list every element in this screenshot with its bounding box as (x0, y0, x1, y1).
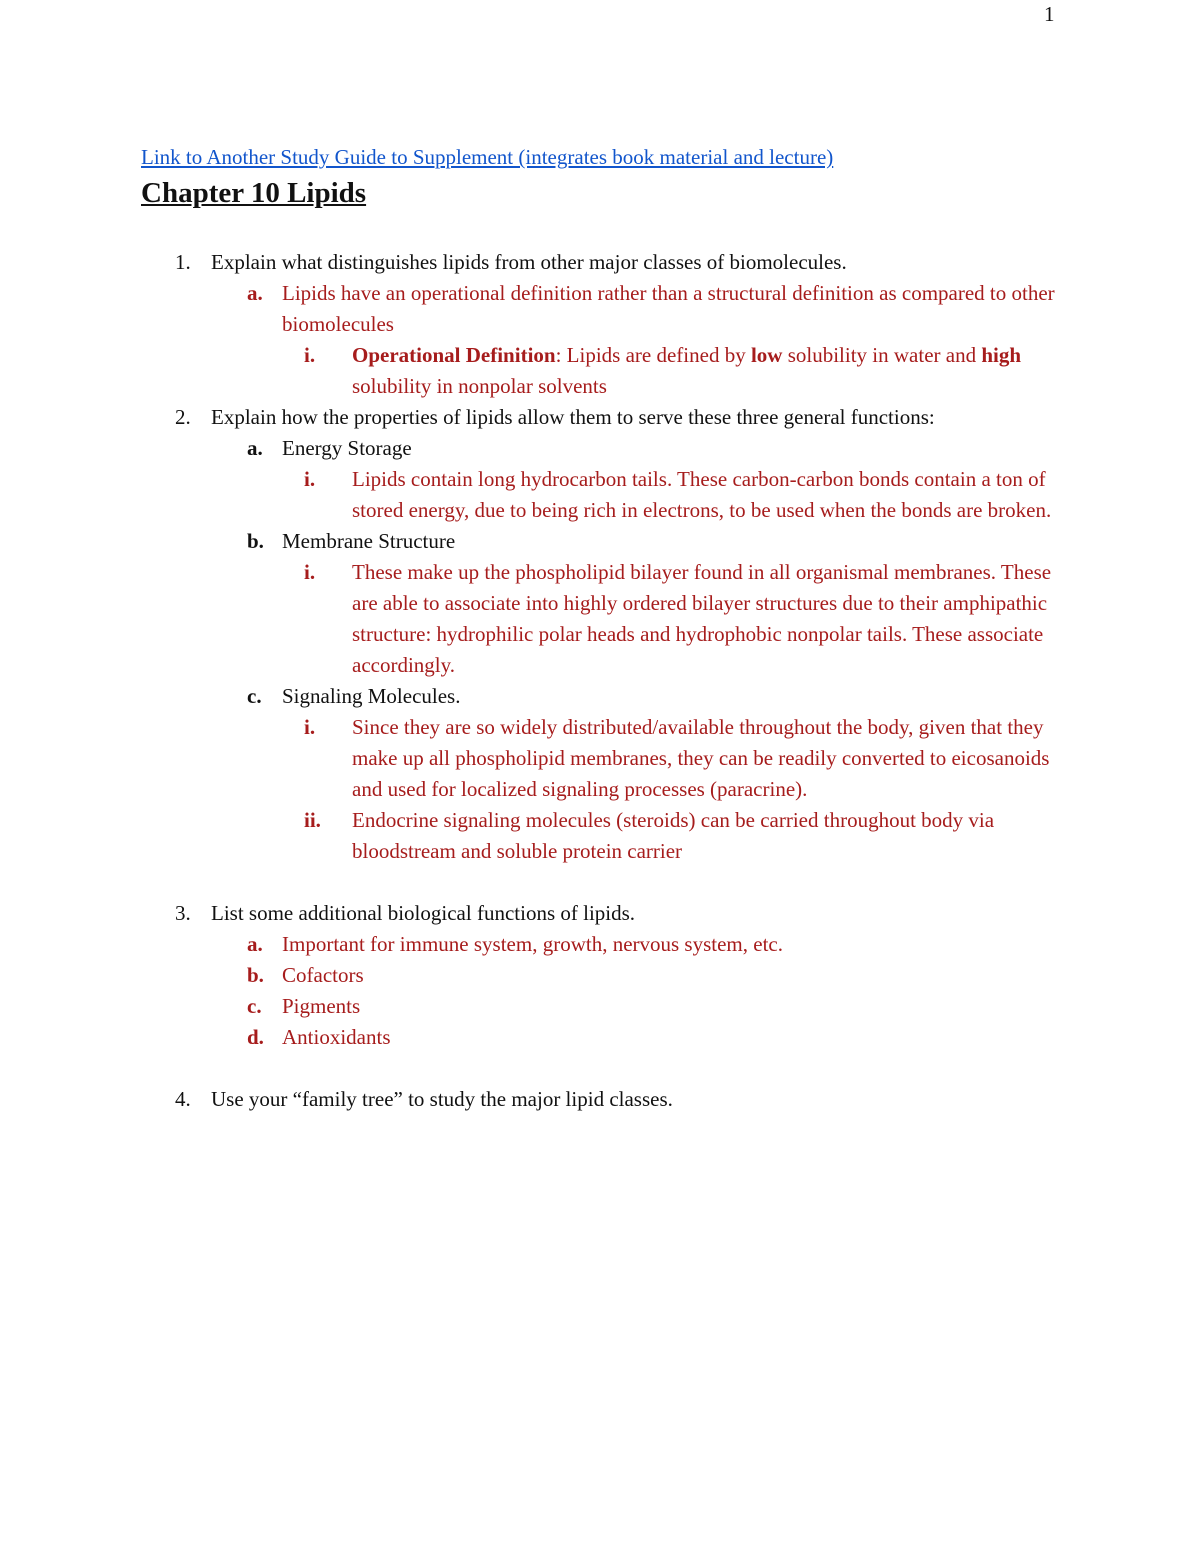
list-item-text: Antioxidants (282, 1025, 391, 1049)
answer-marker: a. (247, 281, 263, 305)
energy-storage-answer (141, 464, 1081, 526)
spacer (141, 1053, 1081, 1084)
question-3-number: 3. (175, 901, 191, 925)
list-item (141, 929, 1081, 960)
signaling-answer-ii (141, 805, 1081, 867)
answer-text: Lipids have an operational definition rather than a structural definition as compared to other biomolecules (282, 281, 1055, 336)
sub-answer-text: Lipids contain long hydrocarbon tails. These carbon-carbon bonds contain a ton of stored energy, due to being rich in electrons, to be used when the bonds are broken. (352, 467, 1052, 522)
sub-answer-marker: i. (304, 467, 316, 491)
function-signaling-molecules (141, 681, 1081, 712)
question-1-answer-a (141, 278, 1081, 340)
question-4-number: 4. (175, 1087, 191, 1111)
function-label: Signaling Molecules. (282, 684, 461, 708)
sub-answer-text: These make up the phospholipid bilayer found in all organismal membranes. These are able to associate into highly ordered bilayer structures due to their amphipathic structure: hydrophilic polar heads and hydrophobic nonpolar tails. These associate accordingly. (352, 560, 1052, 677)
question-1 (141, 247, 1081, 278)
function-marker: a. (247, 436, 263, 460)
page-number: 1 (1044, 2, 1055, 26)
function-membrane-structure (141, 526, 1081, 557)
document-body (141, 142, 1081, 1115)
high-emphasis: high (981, 343, 1022, 367)
sub-answer-text (352, 343, 1021, 398)
function-energy-storage (141, 433, 1081, 464)
sub-answer-marker: i. (304, 715, 316, 739)
study-guide-link[interactable]: Link to Another Study Guide to Supplement (integrates book material and lecture) (141, 145, 834, 169)
signaling-answer-i (141, 712, 1081, 805)
question-2-text: Explain how the properties of lipids allow them to serve these three general functions: (211, 405, 935, 429)
question-list (141, 247, 1081, 1115)
question-2 (141, 402, 1081, 433)
question-4-text: Use your “family tree” to study the major lipid classes. (211, 1087, 673, 1111)
question-4 (141, 1084, 1081, 1115)
function-label: Membrane Structure (282, 529, 456, 553)
list-item-marker: d. (247, 1025, 264, 1049)
question-2-number: 2. (175, 405, 191, 429)
question-1-text: Explain what distinguishes lipids from other major classes of biomolecules. (211, 250, 847, 274)
question-3-text: List some additional biological functions of lipids. (211, 901, 636, 925)
sub-answer-marker: i. (304, 560, 316, 584)
membrane-structure-answer (141, 557, 1081, 681)
spacer (141, 867, 1081, 898)
list-item (141, 991, 1081, 1022)
list-item-text: Important for immune system, growth, nervous system, etc. (282, 932, 783, 956)
operational-definition-label: Operational Definition (352, 343, 556, 367)
definition-part-2: solubility in water and (782, 343, 982, 367)
question-1-number: 1. (175, 250, 191, 274)
sub-answer-marker: i. (304, 343, 316, 367)
sub-answer-marker: ii. (304, 808, 321, 832)
list-item-marker: a. (247, 932, 263, 956)
list-item-marker: c. (247, 994, 262, 1018)
list-item (141, 1022, 1081, 1053)
low-emphasis: low (750, 343, 783, 367)
question-3 (141, 898, 1081, 929)
list-item-text: Cofactors (282, 963, 364, 987)
list-item-text: Pigments (282, 994, 361, 1018)
definition-part-1: : Lipids are defined by (555, 343, 751, 367)
question-1-answer-a-i (141, 340, 1081, 402)
definition-part-3: solubility in nonpolar solvents (352, 374, 607, 398)
sub-answer-text: Since they are so widely distributed/available throughout the body, given that they make up all phospholipid membranes, they can be readily converted to eicosanoids and used for localized signaling processes (paracrine). (352, 715, 1050, 801)
chapter-title: Chapter 10 Lipids (141, 177, 367, 209)
sub-answer-text: Endocrine signaling molecules (steroids) can be carried throughout body via bloodstream and soluble protein carrier (352, 808, 995, 863)
function-marker: c. (247, 684, 262, 708)
list-item (141, 960, 1081, 991)
function-label: Energy Storage (282, 436, 412, 460)
function-marker: b. (247, 529, 264, 553)
list-item-marker: b. (247, 963, 264, 987)
